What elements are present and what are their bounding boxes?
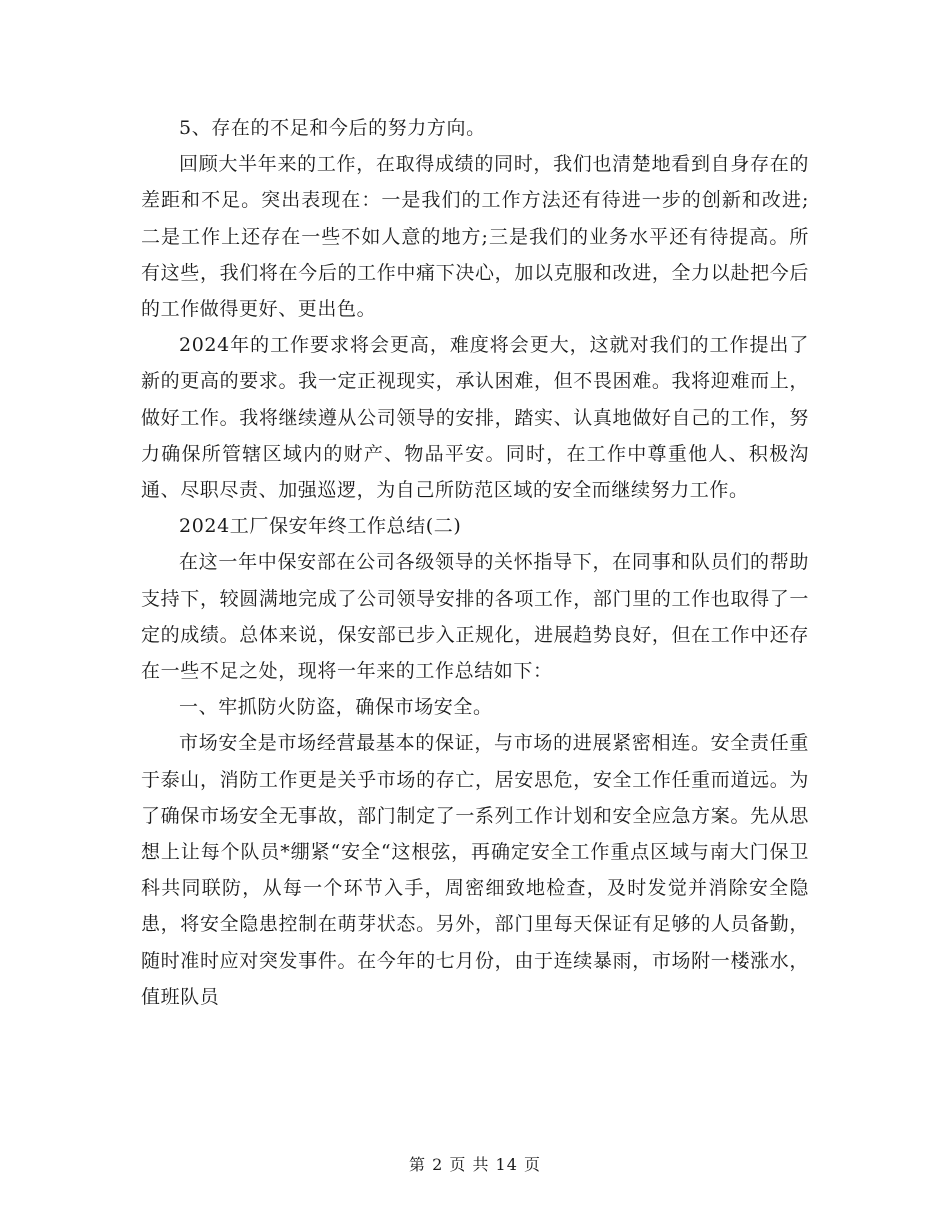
page-footer <box>0 1152 950 1175</box>
footer-page-number: 2 <box>432 1155 444 1174</box>
footer-suffix: 页 <box>524 1155 542 1174</box>
footer-middle: 页 共 <box>449 1155 490 1174</box>
footer-prefix: 第 <box>408 1155 426 1174</box>
document-subtitle: 2024工厂保安年终工作总结(二) <box>179 515 462 538</box>
paragraph-intro: 在这一年中保安部在公司各级领导的关怀指导下，在同事和队员们的帮助支持下，较圆满地完成了公司领导安排的各项工作，部门里的工作也取得了一定的成绩。总体来说，保安部已步入正规化，进展趋势良好，但在工作中还存在一些不足之处，现将一年来的工作总结如下： <box>141 551 809 683</box>
footer-total-pages: 14 <box>495 1155 518 1174</box>
paragraph-2024-requirements: 2024年的工作要求将会更高，难度将会更大，这就对我们的工作提出了新的更高的要求。我一定正视现实，承认困难，但不畏困难。我将迎难而上，做好工作。我将继续遵从公司领导的安排，踏实、认真地做好自己的工作，努力确保所管辖区域内的财产、物品平安。同时，在工作中尊重他人、积极沟通、尽职尽责、加强巡逻，为自己所防范区域的安全而继续努力工作。 <box>141 334 809 502</box>
paragraph-market-safety: 市场安全是市场经营最基本的保证，与市场的进展紧密相连。安全责任重于泰山，消防工作更是关乎市场的存亡，居安思危，安全工作任重而道远。为了确保市场安全无事故，部门制定了一系列工作计划和安全应急方案。先从思想上让每个队员*绷紧“安全“这根弦，再确定安全工作重点区域与南大门保卫科共同联防，从每一个环节入手，周密细致地检查，及时发觉并消除安全隐患，将安全隐患控制在萌芽状态。另外，部门里每天保证有足够的人员备勤，随时准时应对突发事件。在今年的七月份，由于连续暴雨，市场附一楼涨水，值班队员 <box>141 732 809 1008</box>
section-heading-fire-theft: 一、牢抓防火防盗，确保市场安全。 <box>179 696 493 719</box>
document-body <box>141 110 809 1015</box>
section-heading-shortcomings: 5、存在的不足和今后的努力方向。 <box>179 117 486 139</box>
paragraph-review: 回顾大半年来的工作，在取得成绩的同时，我们也清楚地看到自身存在的差距和不足。突出表现在：一是我们的工作方法还有待进一步的创新和改进;二是工作上还存在一些不如人意的地方;三是我们的业务水平还有待提高。所有这些，我们将在今后的工作中痛下决心，加以克服和改进，全力以赴把今后的工作做得更好、更出色。 <box>141 153 809 321</box>
